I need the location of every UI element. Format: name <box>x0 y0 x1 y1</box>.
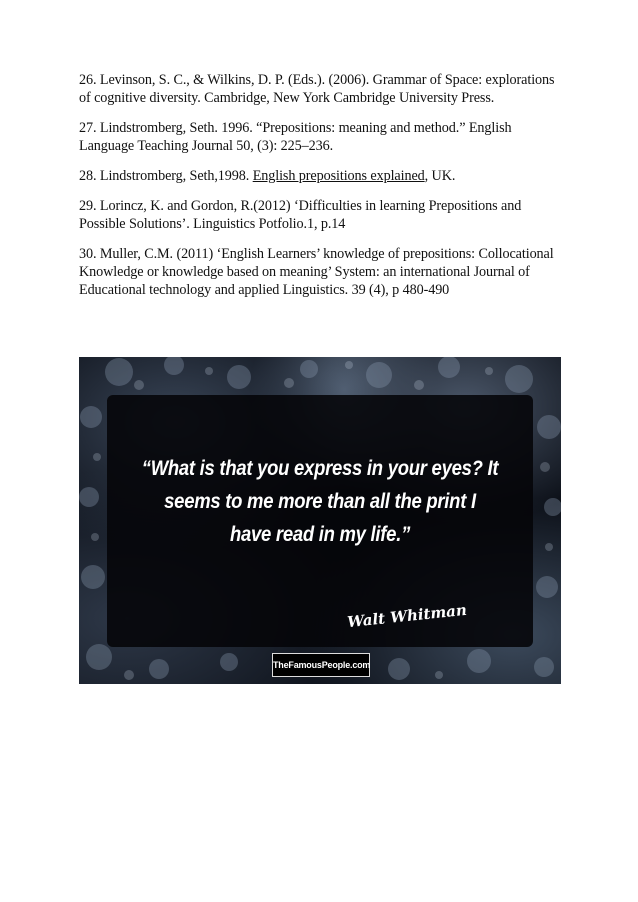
source-badge: TheFamousPeople.com <box>272 653 370 677</box>
reference-28-title-link[interactable]: English prepositions explained <box>252 168 425 184</box>
quote-line-2: seems to me more than all the print I <box>164 490 476 513</box>
author-signature: Walt Whitman <box>346 600 468 632</box>
reference-28-prefix: 28. Lindstromberg, Seth,1998. <box>79 168 253 184</box>
quote-line-3: have read in my life.” <box>229 523 411 546</box>
reference-30: 30. Muller, C.M. (2011) ‘English Learners’ knowledge of prepositions: Collocational Knowledge or knowledge based on meaning’ System: an international Journal of Educational technology and applied Linguistics. 39 (4), p 480-490 <box>79 246 554 298</box>
reference-list <box>79 71 559 311</box>
reference-28-suffix: , UK. <box>424 168 456 184</box>
quote-text <box>108 452 532 551</box>
reference-28 <box>79 167 559 185</box>
reference-26: 26. Levinson, S. C., & Wilkins, D. P. (Eds.). (2006). Grammar of Space: explorations of cognitive diversity. Cambridge, New York Cambridge University Press. <box>79 72 555 106</box>
reference-27: 27. Lindstromberg, Seth. 1996. “Prepositions: meaning and method.” English Language Teaching Journal 50, (3): 225–236. <box>79 120 512 154</box>
reference-29: 29. Lorincz, K. and Gordon, R.(2012) ‘Difficulties in learning Prepositions and Possible Solutions’. Linguistics Potfolio.1, p.14 <box>79 198 522 232</box>
quote-image <box>79 357 561 684</box>
quote-line-1: “What is that you express in your eyes? It <box>141 457 499 480</box>
